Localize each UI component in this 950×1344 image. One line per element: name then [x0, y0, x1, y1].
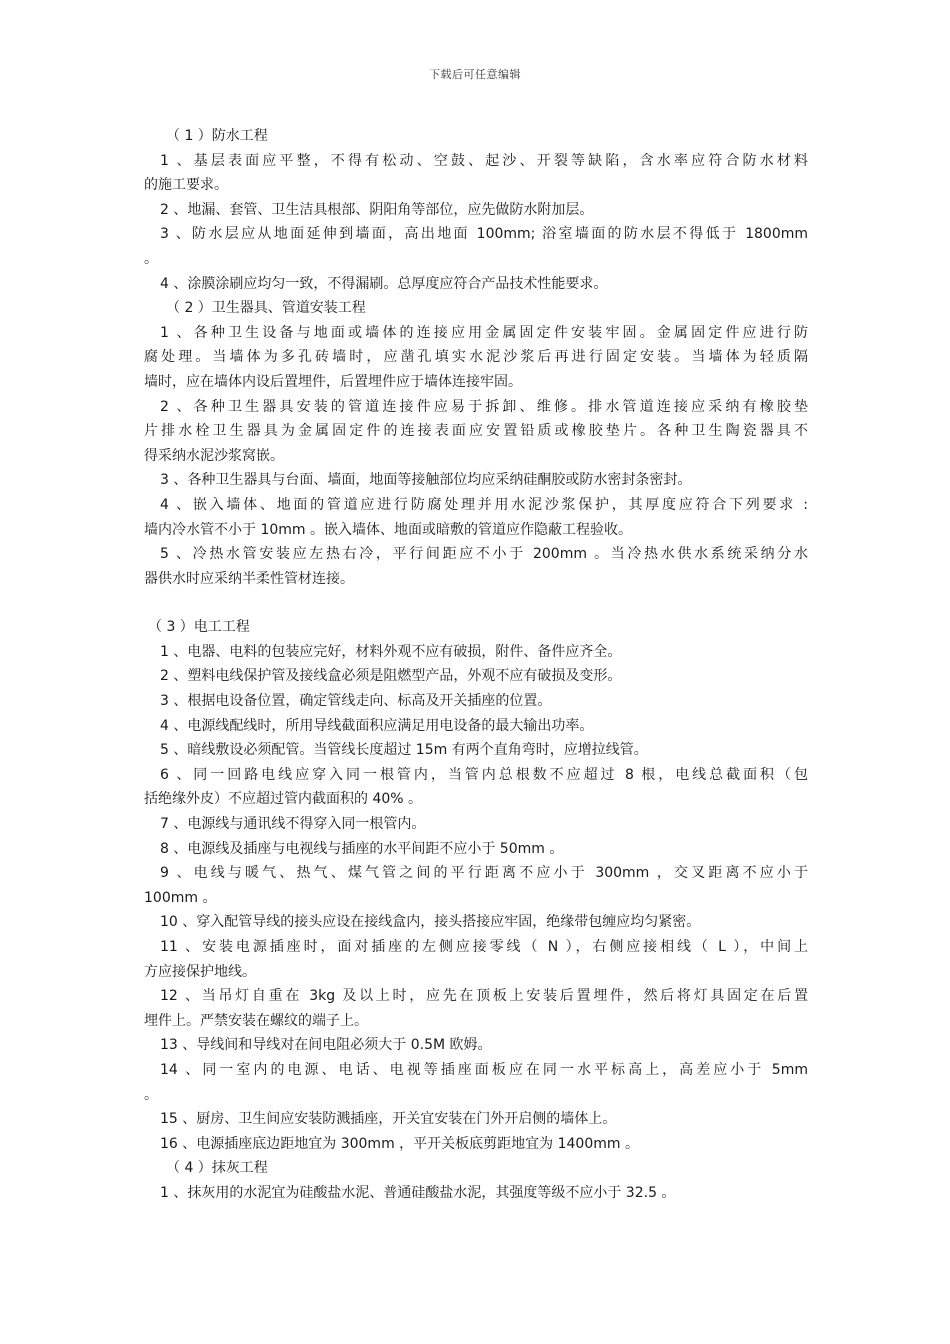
text-line: 片排水栓卫生器具为金属固定件的连接表面应安置铅质或橡胶垫片。各种卫生陶瓷器具不 [144, 423, 808, 440]
text-line: 7 、电源线与通讯线不得穿入同一根管内。 [160, 816, 426, 833]
text-line: 。 [144, 1086, 158, 1103]
text-line: 器供水时应采纳半柔性管材连接。 [144, 570, 354, 587]
section-heading: （ 1 ）防水工程 [166, 128, 268, 144]
document-body [144, 124, 808, 1206]
text-line: 得采纳水泥沙浆窝嵌。 [144, 447, 284, 464]
text-line: 5 、暗线敷设必须配管。当管线长度超过 15m 有两个直角弯时，应增拉线管。 [160, 742, 648, 759]
text-line: 方应接保护地线。 [144, 963, 256, 980]
page-header: 下载后可任意编辑 [429, 68, 521, 81]
text-line: 2 、塑料电线保护管及接线盒必须是阻燃型产品，外观不应有破损及变形。 [160, 668, 622, 685]
text-line: 括绝缘外皮）不应超过管内截面积的 40% 。 [144, 791, 423, 808]
text-line: 2 、各种卫生器具安装的管道连接件应易于拆卸、维修。排水管道连接应采纳有橡胶垫 [160, 398, 808, 415]
text-line: 11 、安装电源插座时，面对插座的左侧应接零线（ N ），右侧应接相线（ L ），中间上 [160, 939, 808, 955]
text-line: 8 、电源线及插座与电视线与插座的水平间距不应小于 50mm 。 [160, 840, 564, 857]
text-line: 100mm 。 [144, 889, 217, 906]
text-line: 1 、电器、电料的包装应完好，材料外观不应有破损，附件、备件应齐全。 [160, 643, 622, 660]
text-line: 3 、根据电设备位置，确定管线走向、标高及开关插座的位置。 [160, 693, 552, 710]
text-line: 4 、电源线配线时，所用导线截面积应满足用电设备的最大输出功率。 [160, 717, 594, 734]
text-line: 4 、嵌入墙体、地面的管道应进行防腐处理并用水泥沙浆保护，其厚度应符合下列要求 : [160, 496, 808, 513]
text-line: 2 、地漏、套管、卫生洁具根部、阴阳角等部位，应先做防水附加层。 [160, 201, 594, 218]
text-line: 埋件上。严禁安装在螺纹的端子上。 [144, 1012, 368, 1029]
text-line: 1 、各种卫生设备与地面或墙体的连接应用金属固定件安装牢固。金属固定件应进行防 [160, 324, 808, 341]
text-line: 5 、冷热水管安装应左热右冷，平行间距应不小于 200mm 。当冷热水供水系统采纳分水 [160, 546, 808, 563]
text-line: 4 、涂膜涂刷应均匀一致，不得漏刷。总厚度应符合产品技术性能要求。 [160, 275, 608, 292]
section-heading: （ 3 ）电工工程 [148, 619, 250, 636]
section-heading: （ 2 ）卫生器具、管道安装工程 [166, 300, 366, 317]
text-line: 的施工要求。 [144, 177, 228, 194]
text-line: 3 、防水层应从地面延伸到墙面，高出地面 100mm; 浴室墙面的防水层不得低于 1800mm [160, 226, 808, 243]
text-line: 。 [144, 250, 158, 267]
text-line: 腐处理。当墙体为多孔砖墙时，应凿孔填实水泥沙浆后再进行固定安装。当墙体为轻质隔 [144, 349, 808, 366]
text-line: 15 、厨房、卫生间应安装防溅插座，开关宜安装在门外开启侧的墙体上。 [160, 1111, 617, 1128]
section-heading: （ 4 ）抹灰工程 [166, 1160, 268, 1177]
text-line: 10 、穿入配管导线的接头应设在接线盒内，接头搭接应牢固，绝缘带包缠应均匀紧密。 [160, 914, 701, 931]
text-line: 1 、基层表面应平整，不得有松动、空鼓、起沙、开裂等缺陷，含水率应符合防水材料 [160, 152, 808, 169]
text-line: 6 、同一回路电线应穿入同一根管内，当管内总根数不应超过 8 根，电线总截面积（包 [160, 766, 808, 783]
text-line: 16 、电源插座底边距地宜为 300mm ，平开关板底剪距地宜为 1400mm 。 [160, 1135, 639, 1152]
text-line: 墙时，应在墙体内设后置埋件，后置埋件应于墙体连接牢固。 [144, 373, 522, 390]
text-line: 14 、同一室内的电源、电话、电视等插座面板应在同一水平标高上，高差应小于 5mm [160, 1061, 808, 1078]
text-line: 9 、电线与暖气、热气、煤气管之间的平行距离不应小于 300mm ，交叉距离不应小于 [160, 865, 808, 882]
blank-line [144, 591, 808, 615]
text-line: 1 、抹灰用的水泥宜为硅酸盐水泥、普通硅酸盐水泥，其强度等级不应小于 32.5 。 [160, 1184, 676, 1201]
text-line: 墙内冷水管不小于 10mm 。嵌入墙体、地面或暗敷的管道应作隐蔽工程验收。 [144, 521, 632, 538]
text-line: 12 、当吊灯自重在 3kg 及以上时，应先在顶板上安装后置埋件，然后将灯具固定在后置 [160, 988, 808, 1005]
text-line: 13 、导线间和导线对在间电阻必须大于 0.5M 欧姆。 [160, 1037, 492, 1054]
text-line: 3 、各种卫生器具与台面、墙面，地面等接触部位均应采纳硅酮胶或防水密封条密封。 [160, 472, 692, 489]
